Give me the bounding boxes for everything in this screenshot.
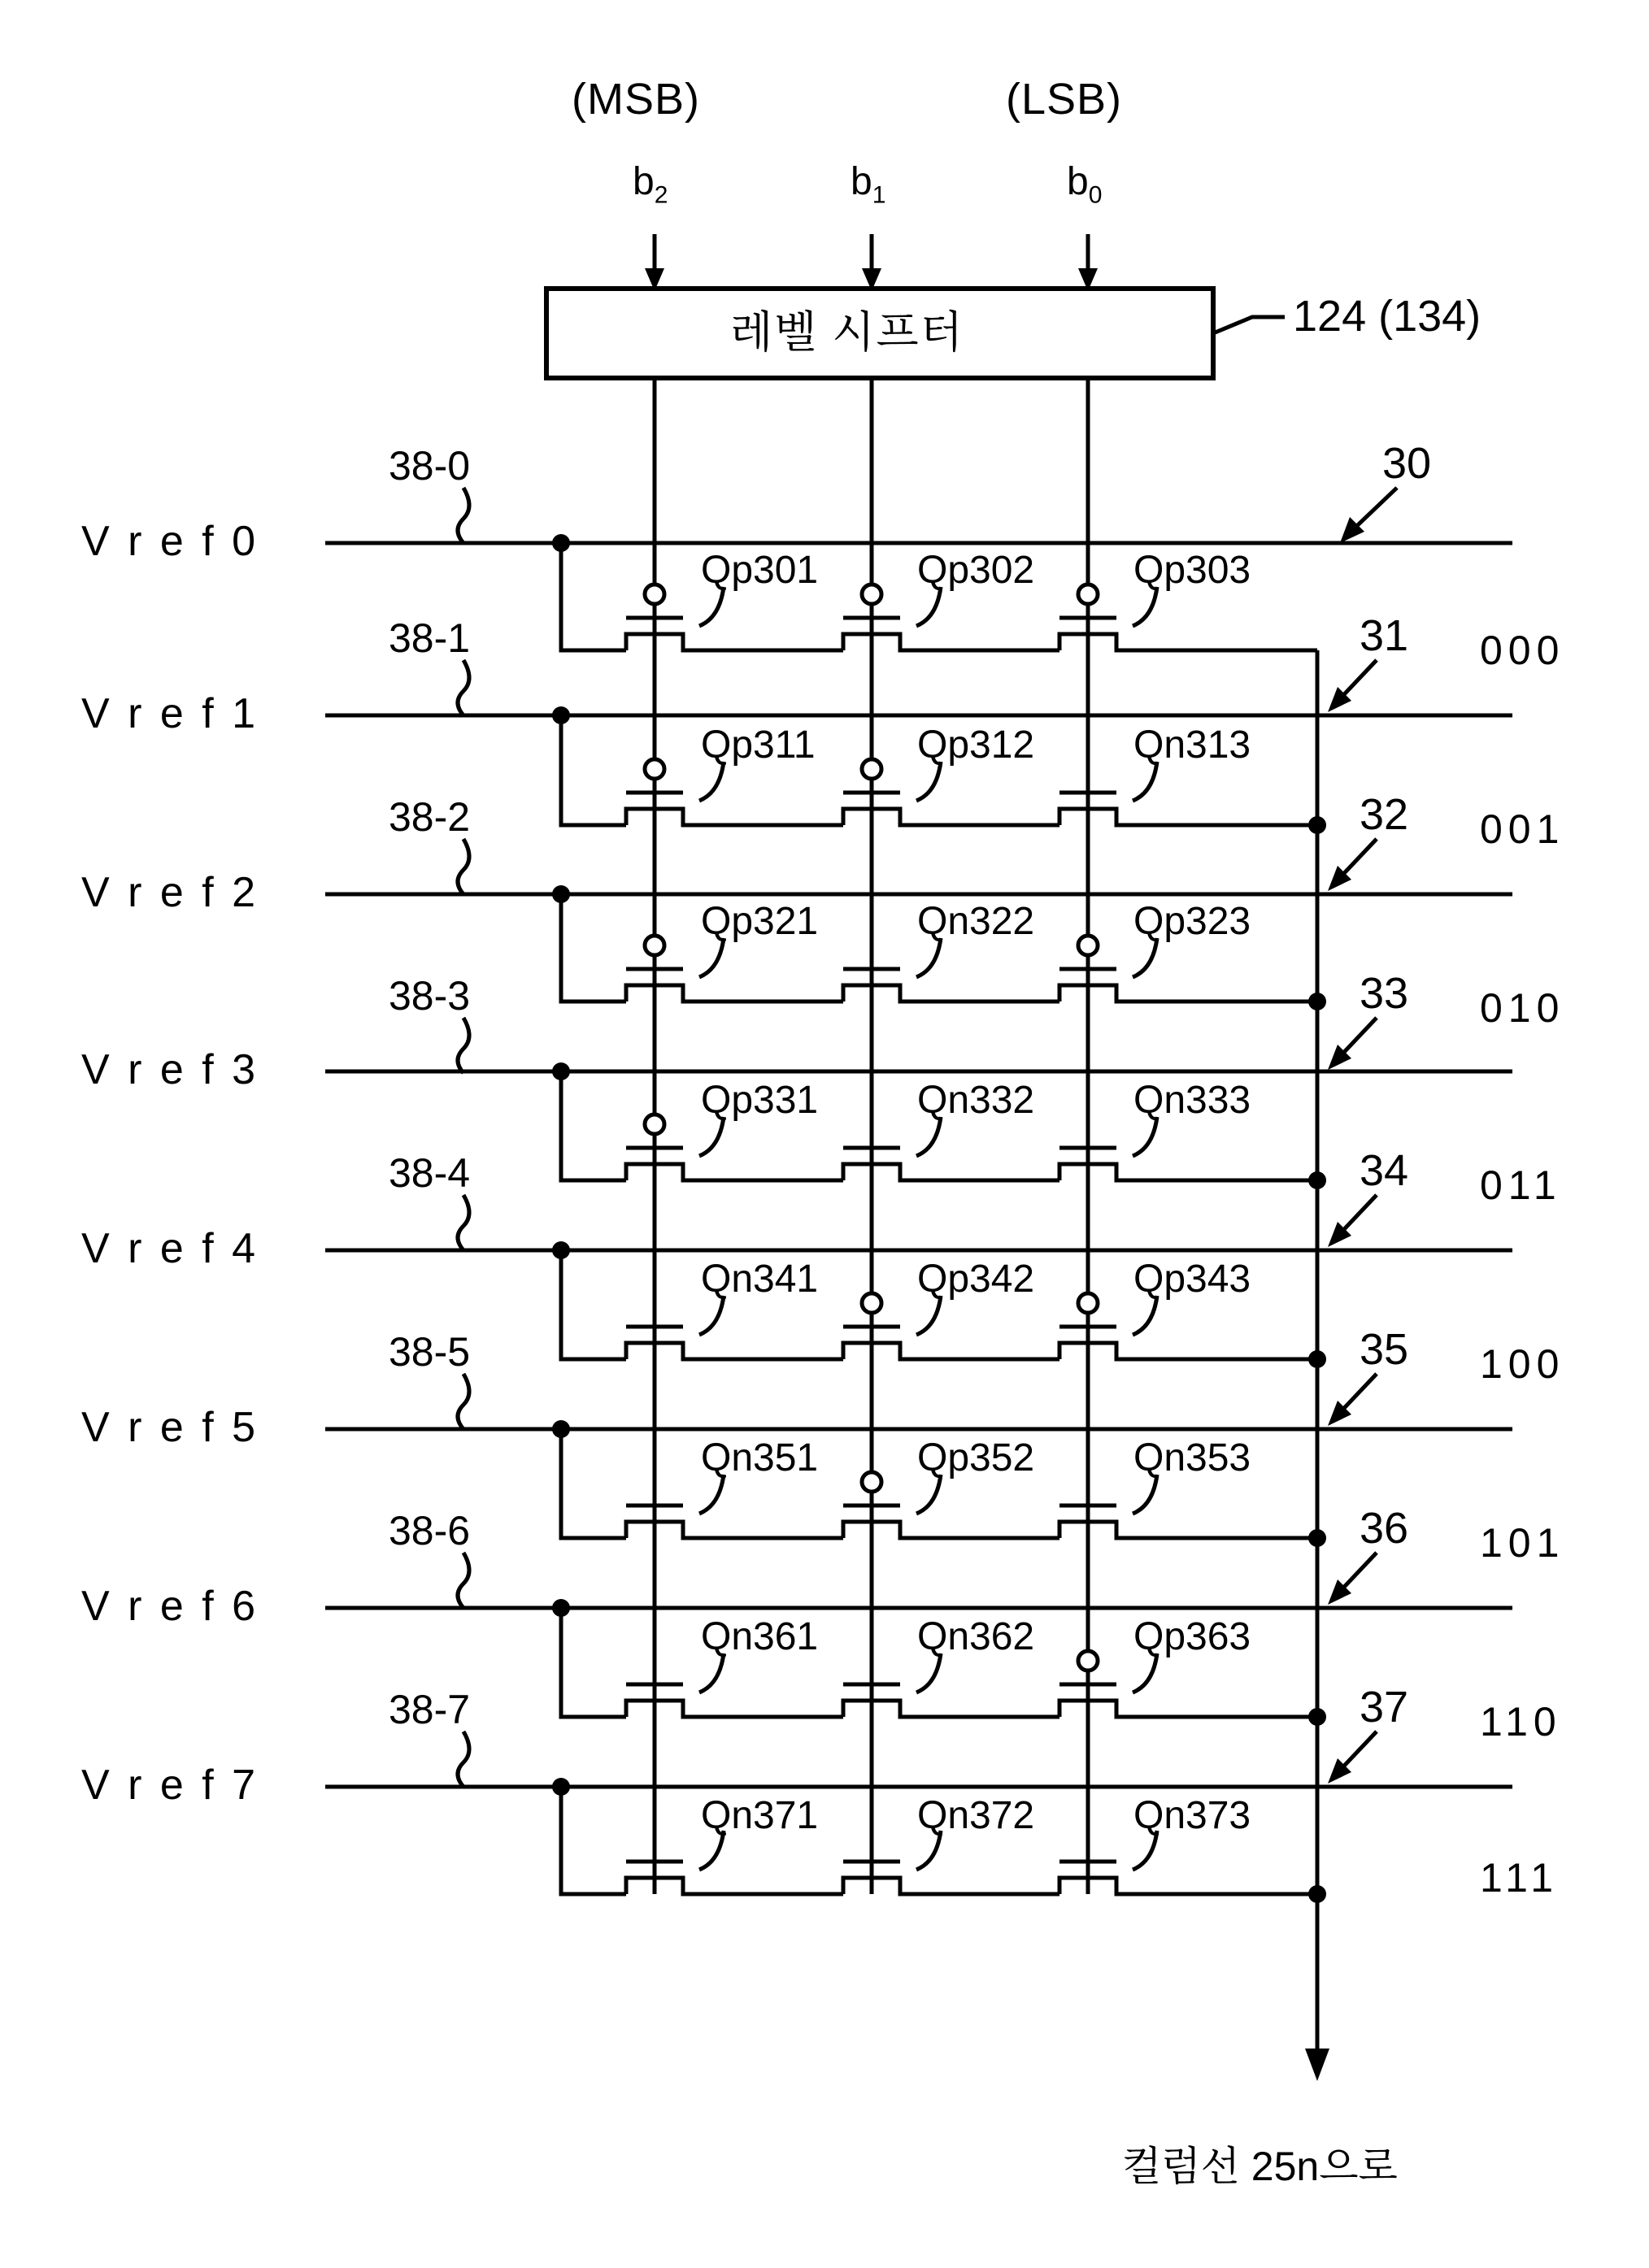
tap-label-38-1: 38-1 <box>389 615 471 661</box>
transistor-label-7-2: Qn373 <box>1133 1794 1251 1837</box>
vref-label-6: V r e f 6 <box>81 1583 259 1630</box>
bit-input-arrows <box>645 234 1098 291</box>
code-110: 110 <box>1480 1699 1562 1744</box>
code-100: 100 <box>1480 1341 1565 1387</box>
transistor-label-4-2: Qp343 <box>1133 1258 1251 1301</box>
vref-label-7: V r e f 7 <box>81 1762 259 1809</box>
code-010: 010 <box>1480 985 1565 1031</box>
branch-ref-33: 33 <box>1360 969 1409 1018</box>
output-column-line <box>1305 1894 1329 2081</box>
branch-ref-31: 31 <box>1360 611 1409 660</box>
transistor-label-7-1: Qn372 <box>917 1794 1035 1837</box>
code-111: 111 <box>1480 1855 1560 1901</box>
transistor-label-6-1: Qn362 <box>917 1615 1035 1658</box>
transistor-label-3-1: Qn332 <box>917 1079 1035 1122</box>
branch-ref-arrows <box>1328 488 1397 1784</box>
transistor-label-2-2: Qp323 <box>1133 900 1251 943</box>
branch-ref-37: 37 <box>1360 1683 1409 1731</box>
tap-label-38-6: 38-6 <box>389 1508 471 1553</box>
transistor-label-3-2: Qn333 <box>1133 1079 1251 1122</box>
vref-label-4: V r e f 4 <box>81 1225 259 1272</box>
tap-label-38-5: 38-5 <box>389 1329 471 1375</box>
vref-label-0: V r e f 0 <box>81 518 259 565</box>
transistor-label-4-0: Qn341 <box>701 1258 819 1301</box>
vref-label-1: V r e f 1 <box>81 690 259 737</box>
transistor-label-5-0: Qn351 <box>701 1436 819 1479</box>
branch-ref-32: 32 <box>1360 790 1409 839</box>
branch-ref-30: 30 <box>1382 439 1432 488</box>
transistor-label-6-2: Qp363 <box>1133 1615 1251 1658</box>
bottom-caption: 컬럼선 25n으로 <box>1122 2144 1398 2189</box>
tap-label-38-4: 38-4 <box>389 1150 471 1196</box>
transistor-label-4-1: Qp342 <box>917 1258 1035 1301</box>
bit-b2-label: $b_2$ <box>633 160 668 209</box>
branch-ref-35: 35 <box>1360 1325 1409 1374</box>
bit-b1-label: $b_1$ <box>851 160 886 209</box>
lsb-label: (LSB) <box>1006 75 1123 124</box>
code-001: 001 <box>1480 806 1565 852</box>
transistor-label-2-1: Qn322 <box>917 900 1035 943</box>
transistor-label-1-0: Qp311 <box>701 723 816 767</box>
level-shifter-label: 레벨 시프터 <box>730 308 964 357</box>
vref-label-2: V r e f 2 <box>81 869 259 916</box>
tap-label-38-2: 38-2 <box>389 794 471 840</box>
tap-label-38-3: 38-3 <box>389 973 471 1019</box>
vref-label-3: V r e f 3 <box>81 1046 259 1093</box>
code-000: 000 <box>1480 628 1565 673</box>
transistor-label-1-1: Qp312 <box>917 723 1035 767</box>
tap-label-38-7: 38-7 <box>389 1687 471 1732</box>
transistor-label-1-2: Qn313 <box>1133 723 1251 767</box>
transistor-label-2-0: Qp321 <box>701 900 819 943</box>
tap-leaders <box>458 488 469 1787</box>
transistor-label-0-2: Qp303 <box>1133 549 1251 592</box>
branch-ref-36: 36 <box>1360 1504 1409 1553</box>
code-101: 101 <box>1480 1520 1565 1566</box>
transistor-label-5-1: Qp352 <box>917 1436 1035 1479</box>
transistor-label-5-2: Qn353 <box>1133 1436 1251 1479</box>
transistor-label-0-1: Qp302 <box>917 549 1035 592</box>
msb-label: (MSB) <box>572 75 700 124</box>
code-011: 011 <box>1480 1162 1562 1208</box>
transistor-label-0-0: Qp301 <box>701 549 819 592</box>
transistor-label-7-0: Qn371 <box>701 1794 819 1837</box>
branch-ref-34: 34 <box>1360 1146 1409 1195</box>
transistor-label-6-0: Qn361 <box>701 1615 819 1658</box>
tap-label-38-0: 38-0 <box>389 443 471 489</box>
level-shifter-ref: 124 (134) <box>1293 292 1481 341</box>
transistor-label-3-0: Qp331 <box>701 1079 819 1122</box>
vref-label-5: V r e f 5 <box>81 1404 259 1451</box>
level-shifter-leader <box>1213 317 1285 333</box>
bit-b0-label: $b_0$ <box>1067 160 1103 209</box>
